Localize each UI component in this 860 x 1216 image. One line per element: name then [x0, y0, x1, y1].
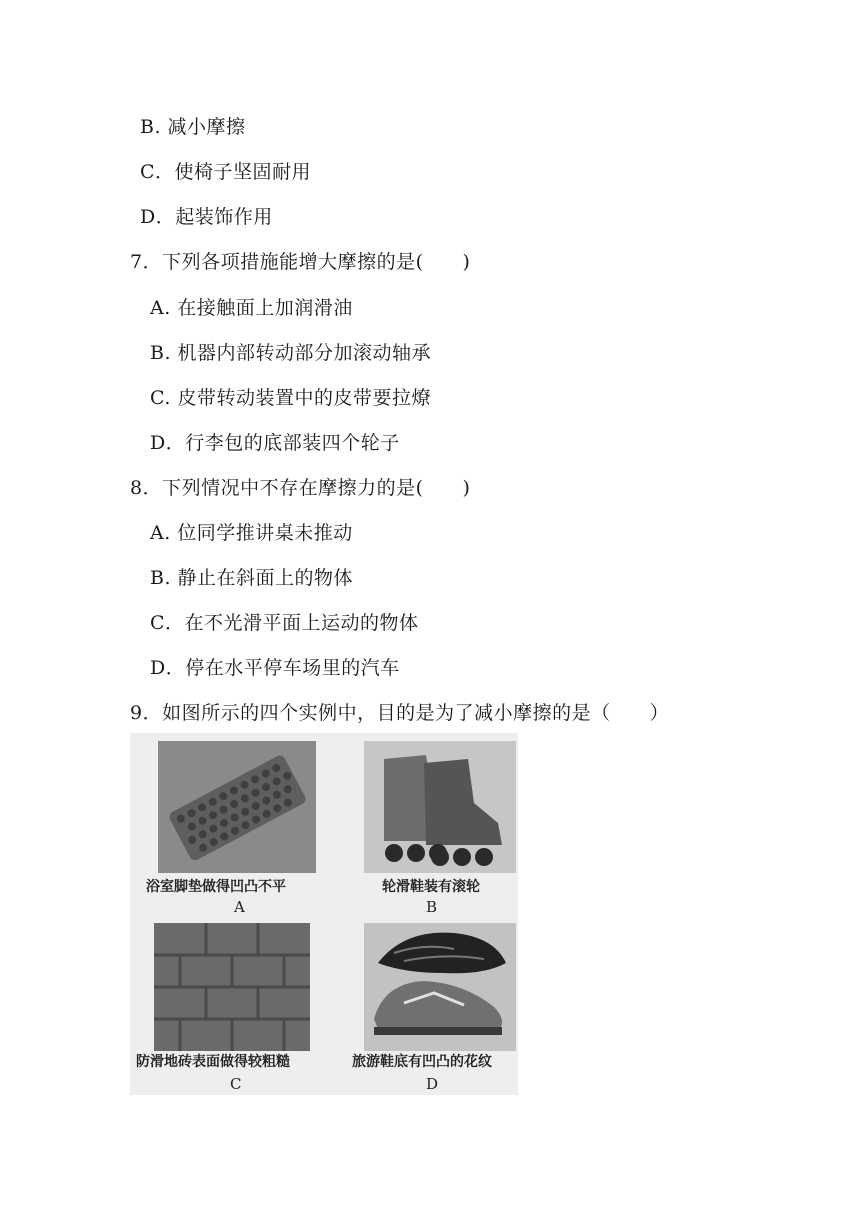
- panel-b-letter: B: [426, 898, 438, 916]
- q8-option-d: D．停在水平停车场里的汽车: [150, 657, 400, 679]
- q7-option-d: D．行李包的底部装四个轮子: [150, 432, 400, 454]
- hiking-shoes-photo: [364, 923, 516, 1051]
- q7-option-b: B. 机器内部转动部分加滚动轴承: [150, 342, 432, 364]
- q6-option-c: C．使椅子坚固耐用: [140, 161, 312, 183]
- bath-mat-photo: [158, 741, 316, 873]
- q7-stem: 7．下列各项措施能增大摩擦的是( ): [130, 251, 471, 273]
- q8-option-a: A. 位同学推讲桌未推动: [150, 522, 353, 544]
- panel-c-caption: 防滑地砖表面做得较粗糙: [136, 1054, 290, 1070]
- floor-tiles-image: [154, 923, 310, 1051]
- hiking-shoes-image: [364, 923, 516, 1051]
- bath-mat-image: [158, 741, 316, 873]
- q8-option-c: C．在不光滑平面上运动的物体: [150, 612, 419, 634]
- panel-a-caption: 浴室脚垫做得凹凸不平: [146, 879, 286, 895]
- q8-option-b: B. 静止在斜面上的物体: [150, 567, 354, 589]
- q6-option-b: B. 减小摩擦: [140, 116, 246, 138]
- roller-skates-photo: [364, 741, 516, 873]
- q6-option-d: D．起装饰作用: [140, 206, 273, 228]
- q7-option-a: A. 在接触面上加润滑油: [150, 297, 353, 319]
- panel-d-caption: 旅游鞋底有凹凸的花纹: [352, 1054, 492, 1070]
- panel-d-letter: D: [426, 1075, 439, 1093]
- q9-stem: 9．如图所示的四个实例中，目的是为了减小摩擦的是（ ）: [130, 702, 670, 724]
- roller-skates-image: [364, 741, 516, 873]
- q9-figure: [130, 733, 518, 1095]
- panel-a-letter: A: [234, 898, 245, 916]
- panel-b-caption: 轮滑鞋装有滚轮: [382, 879, 480, 895]
- q8-stem: 8．下列情况中不存在摩擦力的是( ): [130, 477, 471, 499]
- panel-c-letter: C: [230, 1075, 242, 1093]
- floor-tiles-photo: [154, 923, 310, 1051]
- q7-option-c: C. 皮带转动装置中的皮带要拉燎: [150, 387, 431, 409]
